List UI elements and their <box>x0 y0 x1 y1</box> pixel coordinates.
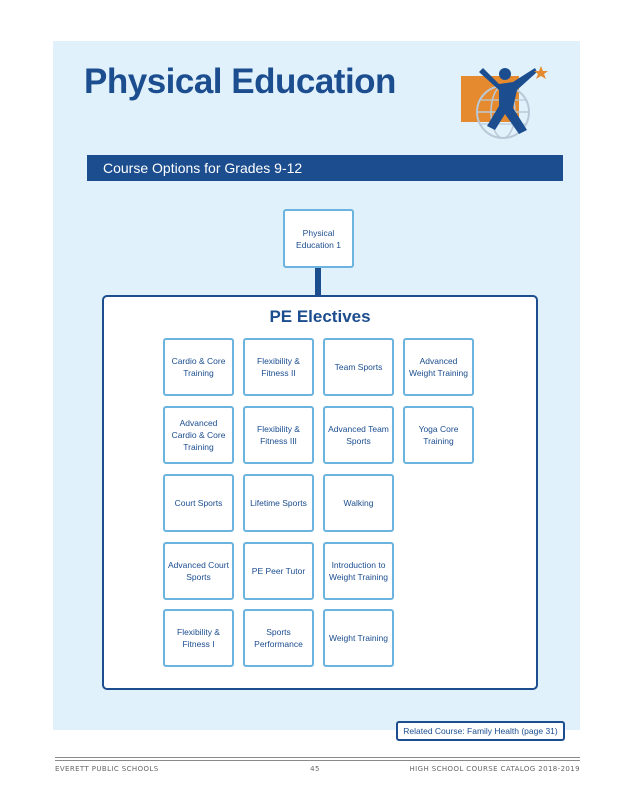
course-box: PE Peer Tutor <box>243 542 314 600</box>
course-box: Lifetime Sports <box>243 474 314 532</box>
footer-left: EVERETT PUBLIC SCHOOLS <box>55 765 159 773</box>
footer-rule <box>55 757 580 758</box>
course-box: Walking <box>323 474 394 532</box>
course-box: Yoga Core Training <box>403 406 474 464</box>
electives-title: PE Electives <box>269 307 371 326</box>
course-box: Sports Performance <box>243 609 314 667</box>
course-box: Court Sports <box>163 474 234 532</box>
course-box: Flexibility & Fitness I <box>163 609 234 667</box>
pe-logo <box>455 58 553 140</box>
prerequisite-box: Physical Education 1 <box>283 209 354 268</box>
course-box: Introduction to Weight Training <box>323 542 394 600</box>
section-band: Course Options for Grades 9-12 <box>87 155 563 181</box>
course-box: Flexibility & Fitness II <box>243 338 314 396</box>
footer-rule <box>55 760 580 761</box>
page-title: Physical Education <box>84 62 396 101</box>
course-box: Advanced Weight Training <box>403 338 474 396</box>
course-box: Flexibility & Fitness III <box>243 406 314 464</box>
page-number: 45 <box>310 765 320 773</box>
course-box: Cardio & Core Training <box>163 338 234 396</box>
footer-right: HIGH SCHOOL COURSE CATALOG 2018-2019 <box>409 765 580 773</box>
course-box: Advanced Court Sports <box>163 542 234 600</box>
course-box: Advanced Team Sports <box>323 406 394 464</box>
related-course-box: Related Course: Family Health (page 31) <box>396 721 565 741</box>
course-box: Weight Training <box>323 609 394 667</box>
course-box: Team Sports <box>323 338 394 396</box>
connector-line <box>315 268 321 296</box>
course-box: Advanced Cardio & Core Training <box>163 406 234 464</box>
